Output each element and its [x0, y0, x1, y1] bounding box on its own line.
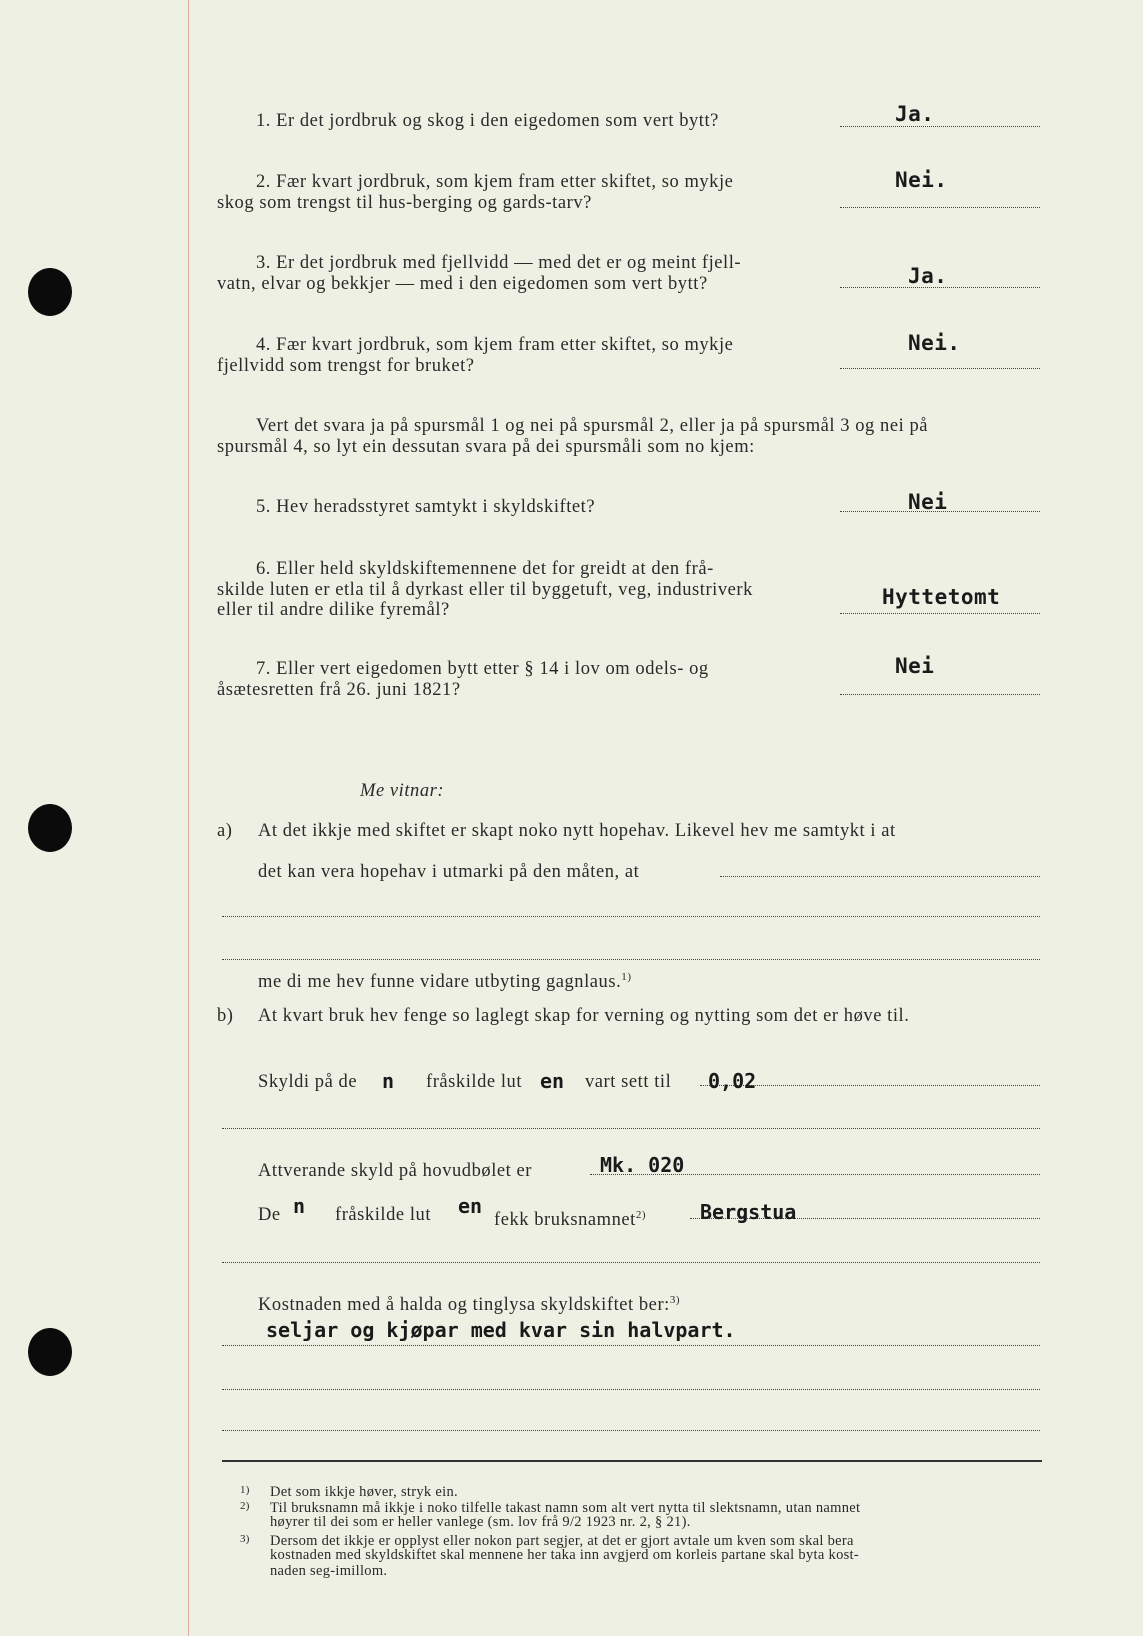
fill-line: [222, 916, 1040, 917]
question-7-line-1: 7. Eller vert eigedomen bytt etter § 14 i lov om odels- og: [256, 659, 709, 679]
footnote-1: 1) Det som ikkje høver, stryk ein.: [240, 1484, 458, 1500]
kostnad-label: Kostnaden med å halda og tinglysa skyldskiftet ber:$^{3)}$: [258, 1294, 681, 1316]
question-6-line-1: 6. Eller held skyldskiftemennene det for greidt at den frå-: [256, 559, 714, 579]
question-4-line-1: 4. Fær kvart jordbruk, som kjem fram etter skiftet, so mykje: [256, 335, 734, 355]
question-6-line-2: skilde luten er etla til å dyrkast eller til byggetuft, veg, industriverk: [217, 580, 753, 600]
skyld-suffix: vart sett til: [585, 1072, 672, 1092]
bruksnamn-middle-fill: en: [458, 1194, 483, 1218]
question-2-line-1: 2. Fær kvart jordbruk, som kjem fram etter skiftet, so mykje: [256, 172, 734, 192]
skyld-middle: fråskilde lut: [426, 1072, 523, 1092]
answer-3: Ja.: [908, 264, 948, 288]
skyld-prefix: Skyldi på de: [258, 1072, 358, 1092]
question-6-line-3: eller til andre dilike fyremål?: [217, 600, 450, 620]
fill-line: [222, 1345, 1040, 1346]
fill-line: [222, 1262, 1040, 1263]
question-3-line-2: vatn, elvar og bekkjer — med i den eigedomen som vert bytt?: [217, 274, 708, 294]
bruksnamn-prefix: De: [258, 1205, 281, 1225]
attverande-label: Attverande skyld på hovudbølet er: [258, 1161, 532, 1181]
answer-line: [840, 368, 1040, 369]
footnote-2: 2) Til bruksnamn må ikkje i noko tilfelle takast namn som alt vert nytta til slektsnamn, utan namnet: [240, 1500, 861, 1516]
answer-4: Nei.: [908, 331, 961, 355]
witness-a-line-3: me di me hev funne vidare utbyting gagnlaus.$^{1)}$: [258, 971, 632, 993]
question-7-line-2: åsætesretten frå 26. juni 1821?: [217, 680, 461, 700]
witness-b-line-1: At kvart bruk hev fenge so laglegt skap for verning og nytting som det er høve til.: [258, 1006, 910, 1026]
skyld-value: 0,02: [708, 1069, 757, 1093]
footnote-2-line-2: høyrer til dei som er heller vanlege (sm. lov frå 9/2 1923 nr. 2, § 21).: [270, 1514, 691, 1530]
witness-heading: Me vitnar:: [360, 781, 445, 801]
instruction-line-1: Vert det svara ja på spursmål 1 og nei på spursmål 2, eller ja på spursmål 3 og nei på: [256, 416, 929, 436]
question-5: 5. Hev heradsstyret samtykt i skyldskiftet?: [256, 497, 596, 517]
bruksnamn-prefix-fill: n: [293, 1194, 306, 1218]
bruksnamn-middle: fråskilde lut: [335, 1205, 432, 1225]
punch-hole: [28, 268, 72, 316]
footnote-3-line-3: naden seg-imillom.: [270, 1563, 388, 1579]
attverande-value: Mk. 020: [600, 1153, 685, 1177]
skyld-prefix-fill: n: [382, 1069, 395, 1093]
answer-1: Ja.: [895, 102, 935, 126]
instruction-line-2: spursmål 4, so lyt ein dessutan svara på dei spursmåli som no kjem:: [217, 437, 755, 457]
question-3-line-1: 3. Er det jordbruk med fjellvidd — med det er og meint fjell-: [256, 253, 742, 273]
skyld-middle-fill: en: [540, 1069, 565, 1093]
witness-a-label: a): [217, 821, 233, 841]
witness-a-line-1: At det ikkje med skiftet er skapt noko nytt hopehav. Likevel hev me samtykt i at: [258, 821, 896, 841]
kostnad-value: seljar og kjøpar med kvar sin halvpart.: [266, 1318, 736, 1342]
footnote-3: 3) Dersom det ikkje er opplyst eller nokon part segjer, at det er gjort avtale um kven som skal bera: [240, 1533, 854, 1549]
answer-5: Nei: [908, 490, 948, 514]
answer-7: Nei: [895, 654, 935, 678]
fill-line: [222, 1128, 1040, 1129]
margin-line: [188, 0, 189, 1636]
punch-hole: [28, 1328, 72, 1376]
answer-6: Hyttetomt: [882, 585, 1001, 609]
answer-line: [840, 207, 1040, 208]
witness-a-line-2: det kan vera hopehav i utmarki på den måten, at: [258, 862, 640, 882]
answer-line: [840, 694, 1040, 695]
witness-b-label: b): [217, 1006, 234, 1026]
footnote-divider: [222, 1460, 1042, 1462]
punch-hole: [28, 804, 72, 852]
fill-line: [222, 959, 1040, 960]
fill-line: [720, 876, 1040, 877]
footnote-3-line-2: kostnaden med skyldskiftet skal mennene her taka inn avgjerd om korleis partane skal byta kost-: [270, 1547, 860, 1563]
fill-line: [222, 1430, 1040, 1431]
question-2-line-2: skog som trengst til hus-berging og gards-tarv?: [217, 193, 592, 213]
answer-line: [840, 613, 1040, 614]
bruksnamn-value: Bergstua: [700, 1200, 797, 1224]
question-4-line-2: fjellvidd som trengst for bruket?: [217, 356, 475, 376]
bruksnamn-suffix: fekk bruksnamnet$^{2)}$: [494, 1209, 647, 1231]
answer-2: Nei.: [895, 168, 948, 192]
fill-line: [222, 1389, 1040, 1390]
answer-line: [840, 126, 1040, 127]
question-1: 1. Er det jordbruk og skog i den eigedomen som vert bytt?: [256, 111, 719, 131]
